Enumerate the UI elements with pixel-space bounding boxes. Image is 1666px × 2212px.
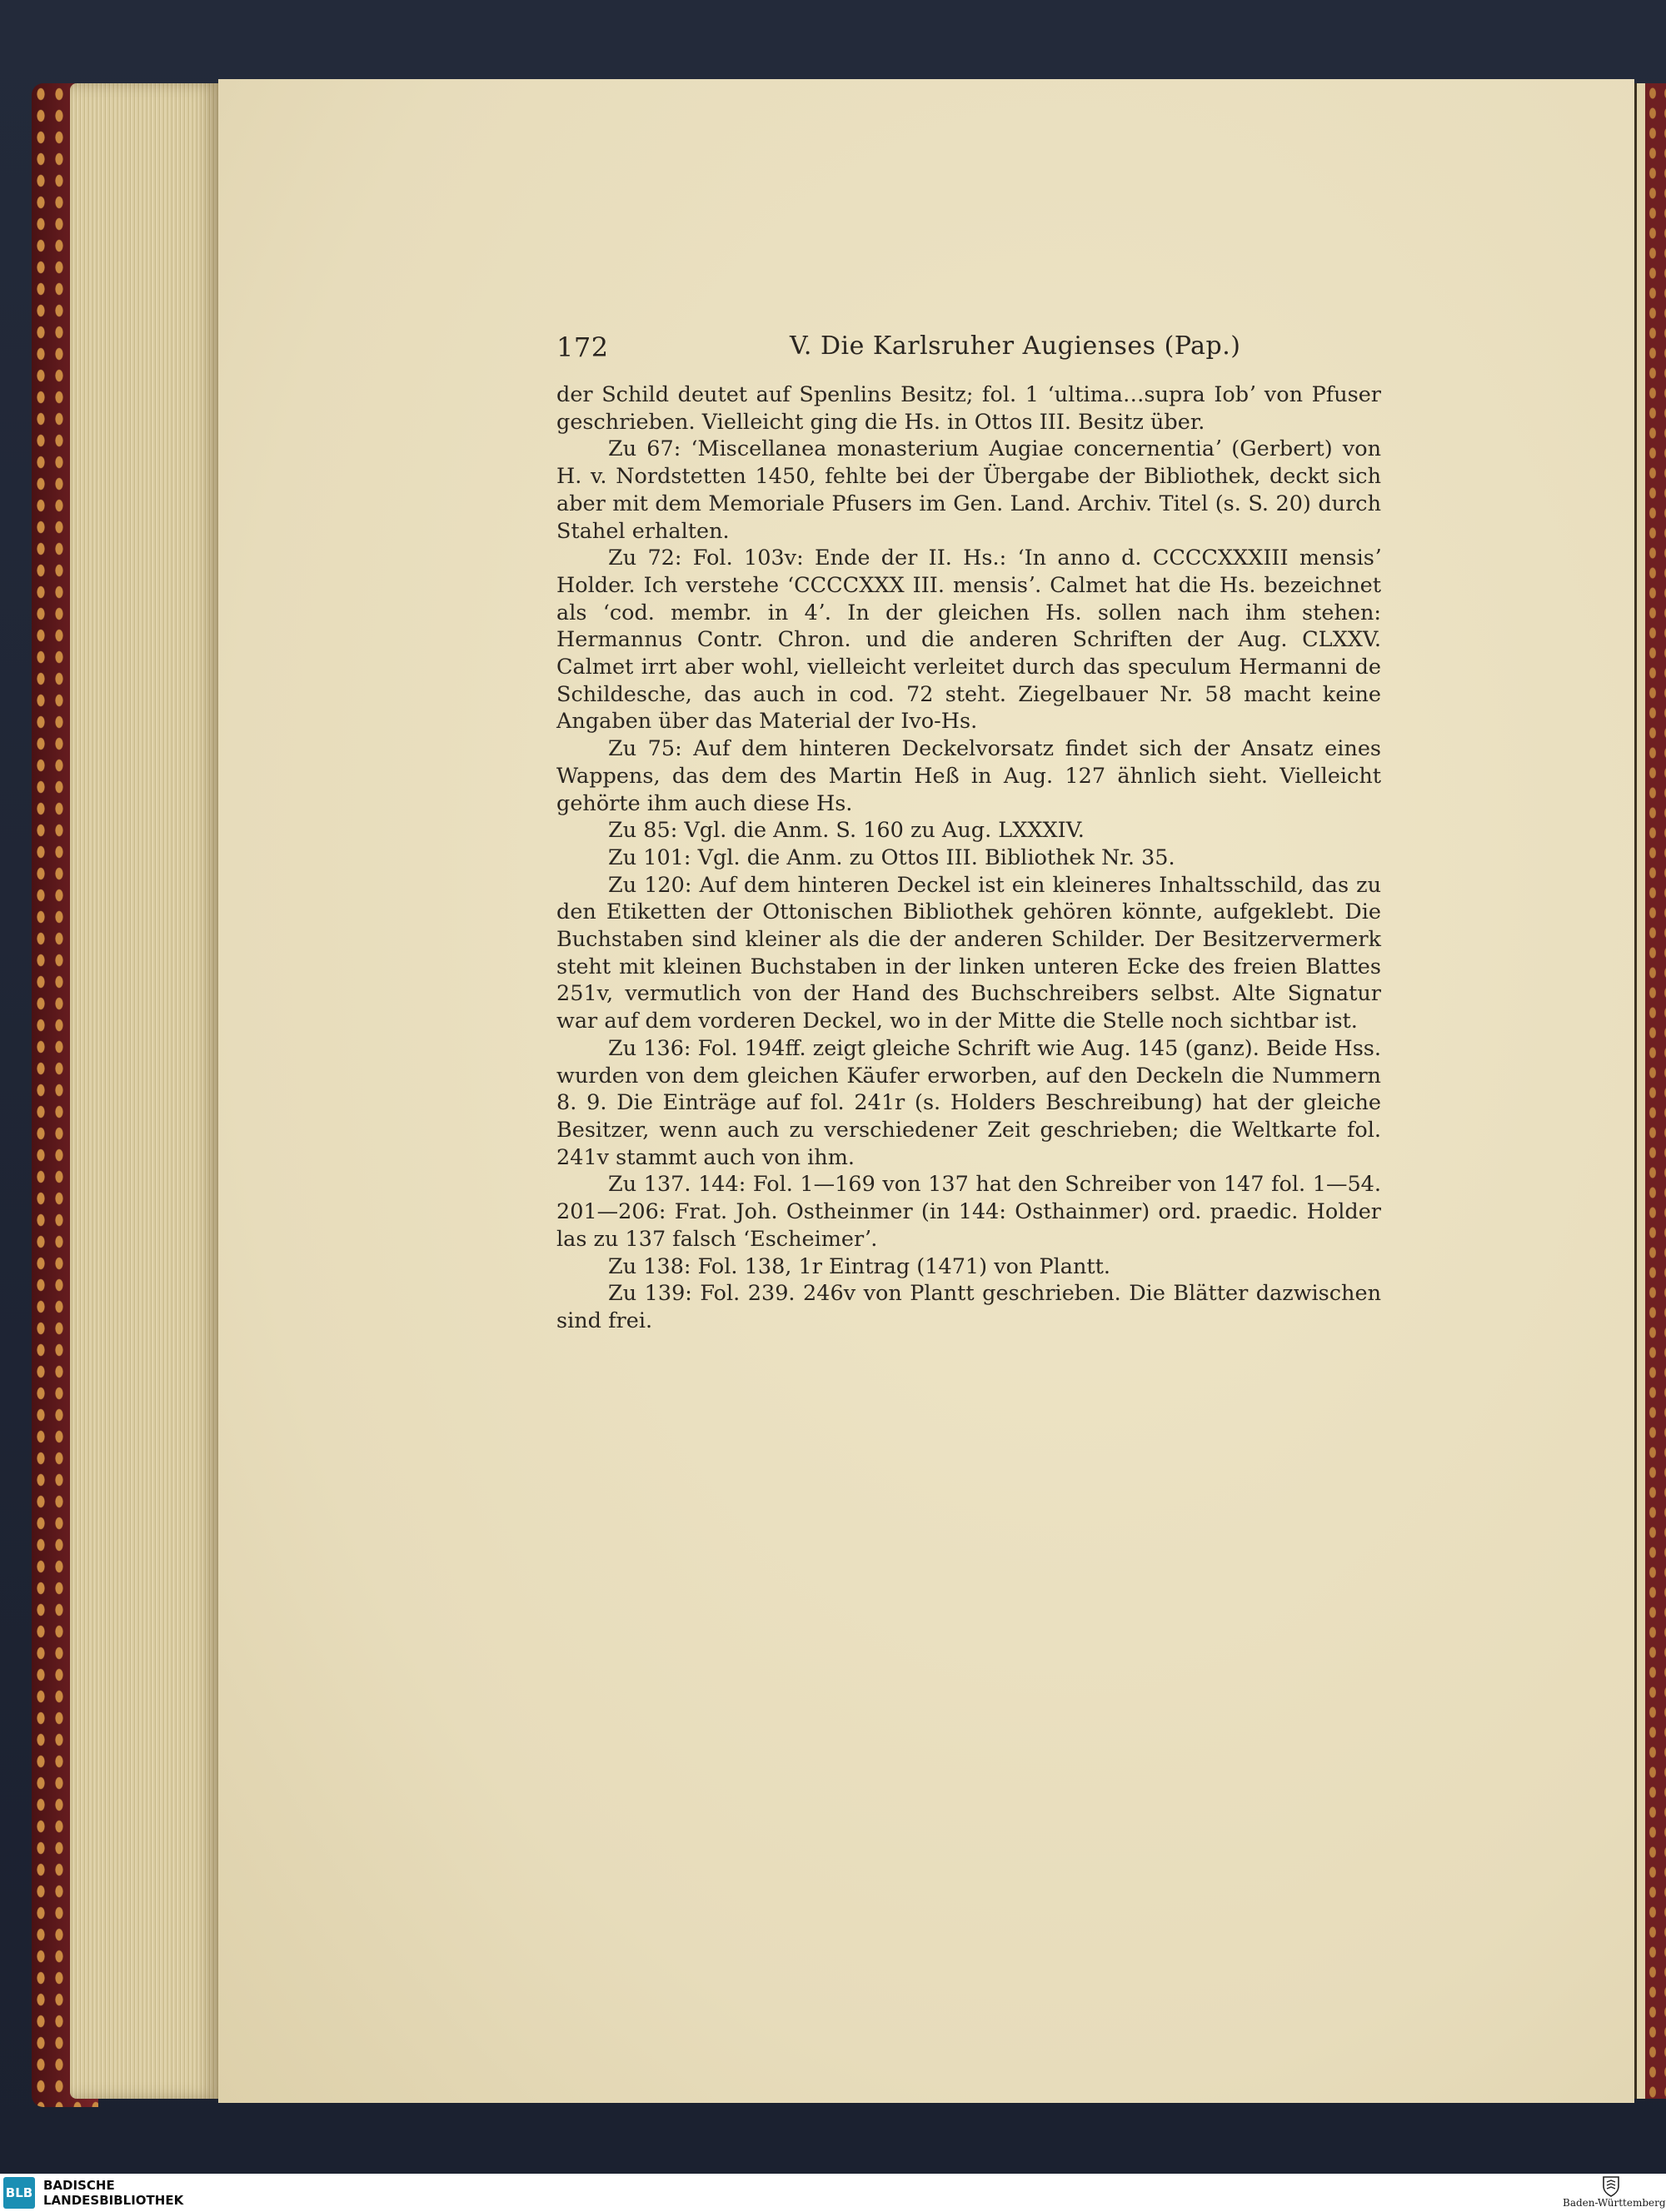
- paragraph: der Schild deutet auf Spenlins Besitz; fol. 1 ʻultima…supra Iobʼ von Pfuser geschrieben. Vielleicht ging die Hs. in Ottos III. Besitz über.: [556, 382, 1381, 435]
- book-cover-right: [1645, 83, 1666, 2099]
- library-name-line2: LANDESBIBLIOTHEK: [43, 2193, 184, 2208]
- state-label: Baden-Württemberg: [1563, 2197, 1666, 2209]
- body-text: [556, 381, 1381, 1335]
- paragraph: Zu 120: Auf dem hinteren Deckel ist ein kleineres Inhaltsschild, das zu den Etiketten der Ottonischen Bibliothek gehören könnte, aufgeklebt. Die Buchstaben sind kleiner als die der anderen Schilder. Der Besitzervermerk steht mit kleinen Buchstaben in der linken unteren Ecke des freien Blattes 251v, vermutlich von der Hand des Buchschreibers selbst. Alte Signatur war auf dem vorderen Deckel, wo in der Mitte die Stelle noch sichtbar ist.: [556, 872, 1381, 1034]
- paragraph: Zu 67: ʻMiscellanea monasterium Augiae concernentiaʼ (Gerbert) von H. v. Nordstetten 1450, fehlte bei der Übergabe der Bibliothek, deckt sich aber mit dem Memoriale Pfusers im Gen. Land. Archiv. Titel (s. S. 20) durch Stahel erhalten.: [556, 436, 1381, 544]
- blb-logo[interactable]: BLB: [3, 2177, 35, 2209]
- paragraph: Zu 138: Fol. 138, 1r Eintrag (1471) von Plantt.: [608, 1253, 1111, 1279]
- running-title: V. Die Karlsruher Augienses (Pap.): [790, 331, 1241, 361]
- library-name-line1: BADISCHE: [43, 2178, 115, 2193]
- paragraph: Zu 85: Vgl. die Anm. S. 160 zu Aug. LXXXIV.: [608, 818, 1085, 844]
- page-number: 172: [556, 331, 609, 363]
- paragraph: Zu 139: Fol. 239. 246v von Plantt geschrieben. Die Blätter dazwischen sind frei.: [556, 1281, 1381, 1333]
- baden-wuerttemberg-crest-icon: [1601, 2175, 1621, 2197]
- footer-bar: [0, 2174, 1666, 2212]
- paragraph: Zu 136: Fol. 194ff. zeigt gleiche Schrift wie Aug. 145 (ganz). Beide Hss. wurden von dem gleichen Käufer erworben, auf den Deckeln die Nummern 8. 9. Die Einträge auf fol. 241r (s. Holders Beschreibung) hat der gleiche Besitzer, wenn auch zu verschiedener Zeit geschrieben; die Weltkarte fol. 241v stammt auch von ihm.: [556, 1035, 1381, 1170]
- paragraph: Zu 72: Fol. 103v: Ende der II. Hs.: ʻIn anno d. CCCCXXXIII mensisʼ Holder. Ich verstehe ʻCCCCXXX III. mensisʼ. Calmet hat die Hs. bezeichnet als ʻcod. membr. in 4ʼ. In der gleichen Hs. sollen nach ihm stehen: Hermannus Contr. Chron. und die anderen Schriften der Aug. CLXXV. Calmet irrt aber wohl, vielleicht verleitet durch das speculum Hermanni de Schildesche, das auch in cod. 72 steht. Ziegelbauer Nr. 58 macht keine Angaben über das Material der Ivo-Hs.: [556, 546, 1381, 735]
- running-header: [556, 331, 1381, 368]
- book-page-edges: [70, 83, 220, 2099]
- paragraph: Zu 75: Auf dem hinteren Deckelvorsatz findet sich der Ansatz eines Wappens, das dem des Martin Heß in Aug. 127 ähnlich sieht. Vielleicht gehörte ihm auch diese Hs.: [556, 736, 1381, 816]
- paragraph: Zu 101: Vgl. die Anm. zu Ottos III. Bibliothek Nr. 35.: [608, 844, 1175, 870]
- library-name: [43, 2178, 183, 2208]
- paragraph: Zu 137. 144: Fol. 1—169 von 137 hat den Schreiber von 147 fol. 1—54. 201—206: Frat. Joh. Ostheinmer (in 144: Osthainmer) ord. praedic. Holder las zu 137 falsch ʻEscheimerʼ.: [556, 1172, 1381, 1252]
